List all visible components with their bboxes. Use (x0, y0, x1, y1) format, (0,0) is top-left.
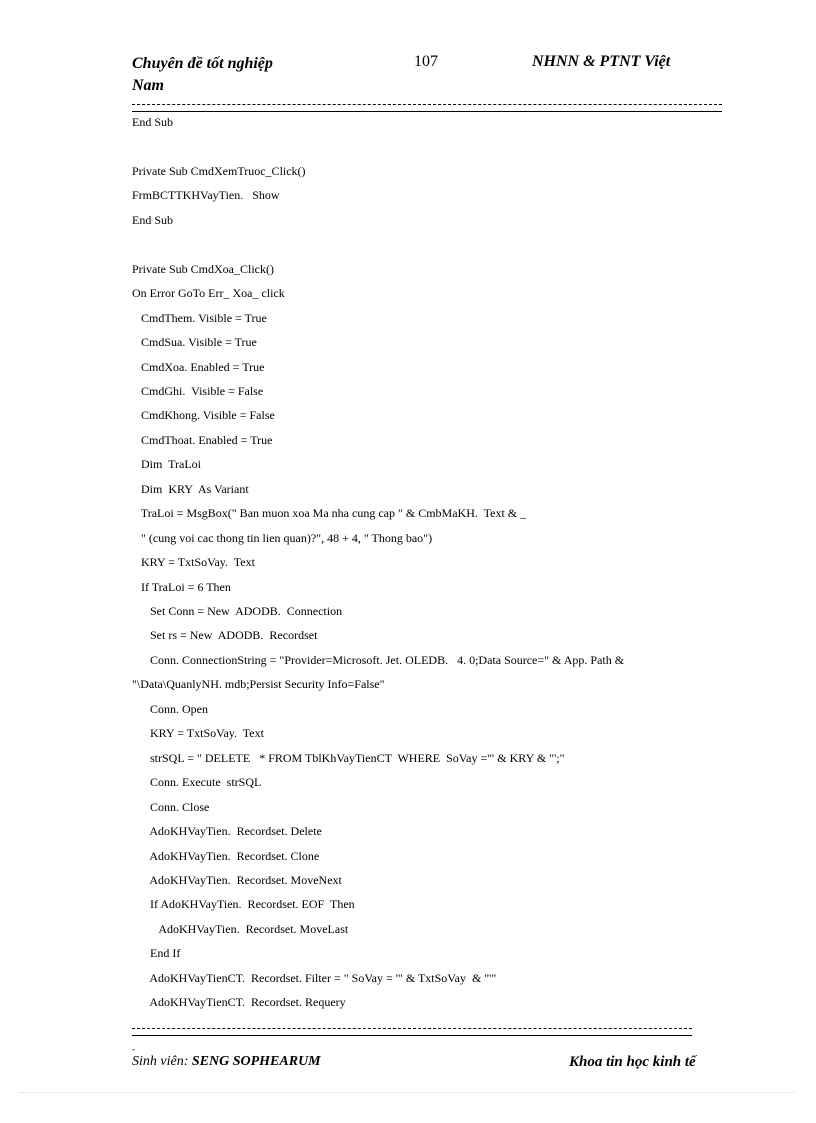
code-line: Dim KRY As Variant (132, 481, 249, 496)
code-line: AdoKHVayTienCT. Recordset. Requery (132, 995, 346, 1010)
code-line: Conn. ConnectionString = "Provider=Microsoft. Jet. OLEDB. 4. 0;Data Source=" & App. Path & (132, 652, 625, 667)
code-line: Set Conn = New ADODB. Connection (132, 604, 343, 618)
footer-divider-solid (132, 1035, 692, 1036)
code-line: If AdoKHVayTien. Recordset. EOF Then (132, 897, 355, 912)
footer-student-label: Sinh viên: (132, 1054, 192, 1069)
code-line: On Error GoTo Err_ Xoa_ click (132, 286, 285, 301)
code-line: CmdKhong. Visible = False (132, 408, 275, 423)
code-line: End Sub (132, 212, 174, 227)
footer-faculty: Khoa tin học kinh tế (569, 1054, 696, 1070)
header-left-line1: Chuyên đề tốt nghiệp (132, 55, 273, 72)
footer-student (132, 1054, 321, 1070)
code-line: CmdSua. Visible = True (132, 335, 257, 350)
code-line: Dim TraLoi (132, 457, 202, 472)
page-number: 107 (414, 53, 438, 70)
code-line: strSQL = " DELETE * FROM TblKhVayTienCT WHERE SoVay ='" & KRY & "';" (132, 750, 565, 765)
code-line: Private Sub CmdXoa_Click() (132, 261, 274, 276)
header-left (132, 53, 302, 97)
code-line: AdoKHVayTien. Recordset. MoveLast (132, 921, 349, 936)
code-line: TraLoi = MsgBox(" Ban muon xoa Ma nha cung cap " & CmbMaKH. Text & _ (132, 506, 527, 521)
code-line: KRY = TxtSoVay. Text (132, 726, 264, 741)
header-right: NHNN & PTNT Việt (532, 53, 671, 70)
code-line: "\Data\QuanlyNH. mdb;Persist Security Info=False" (132, 677, 385, 692)
code-line: CmdXoa. Enabled = True (132, 359, 265, 374)
code-line: CmdThem. Visible = True (132, 310, 267, 325)
header-divider-dashed (132, 104, 722, 105)
footer-divider-dashed (132, 1028, 692, 1029)
code-line: AdoKHVayTien. Recordset. Clone (132, 848, 320, 863)
code-line: AdoKHVayTien. Recordset. MoveNext (132, 872, 342, 887)
code-line: End Sub (132, 115, 174, 129)
code-line: Conn. Open (132, 701, 208, 716)
code-line: End If (132, 946, 181, 961)
footer-student-name: SENG SOPHEARUM (191, 1054, 321, 1069)
code-line: FrmBCTTKHVayTien. Show (132, 188, 280, 203)
code-line: If TraLoi = 6 Then (132, 579, 231, 594)
code-line: CmdThoat. Enabled = True (132, 432, 273, 447)
code-line: Conn. Close (132, 799, 210, 814)
page-edge (20, 1092, 796, 1093)
code-line: " (cung voi cac thong tin lien quan)?", 48 + 4, " Thong bao") (132, 530, 433, 545)
code-line: Conn. Execute strSQL (132, 775, 262, 790)
code-line: AdoKHVayTien. Recordset. Delete (132, 824, 322, 839)
code-line: CmdGhi. Visible = False (132, 383, 264, 398)
code-line: AdoKHVayTienCT. Recordset. Filter = " SoVay = '" & TxtSoVay & "'" (132, 970, 497, 985)
footer-tick: - (132, 1044, 135, 1054)
code-line: Private Sub CmdXemTruoc_Click() (132, 163, 306, 178)
code-line: KRY = TxtSoVay. Text (132, 555, 255, 570)
header-divider-solid (132, 111, 722, 112)
header-left-line2: Nam (132, 77, 164, 94)
code-line: Set rs = New ADODB. Recordset (132, 628, 318, 643)
